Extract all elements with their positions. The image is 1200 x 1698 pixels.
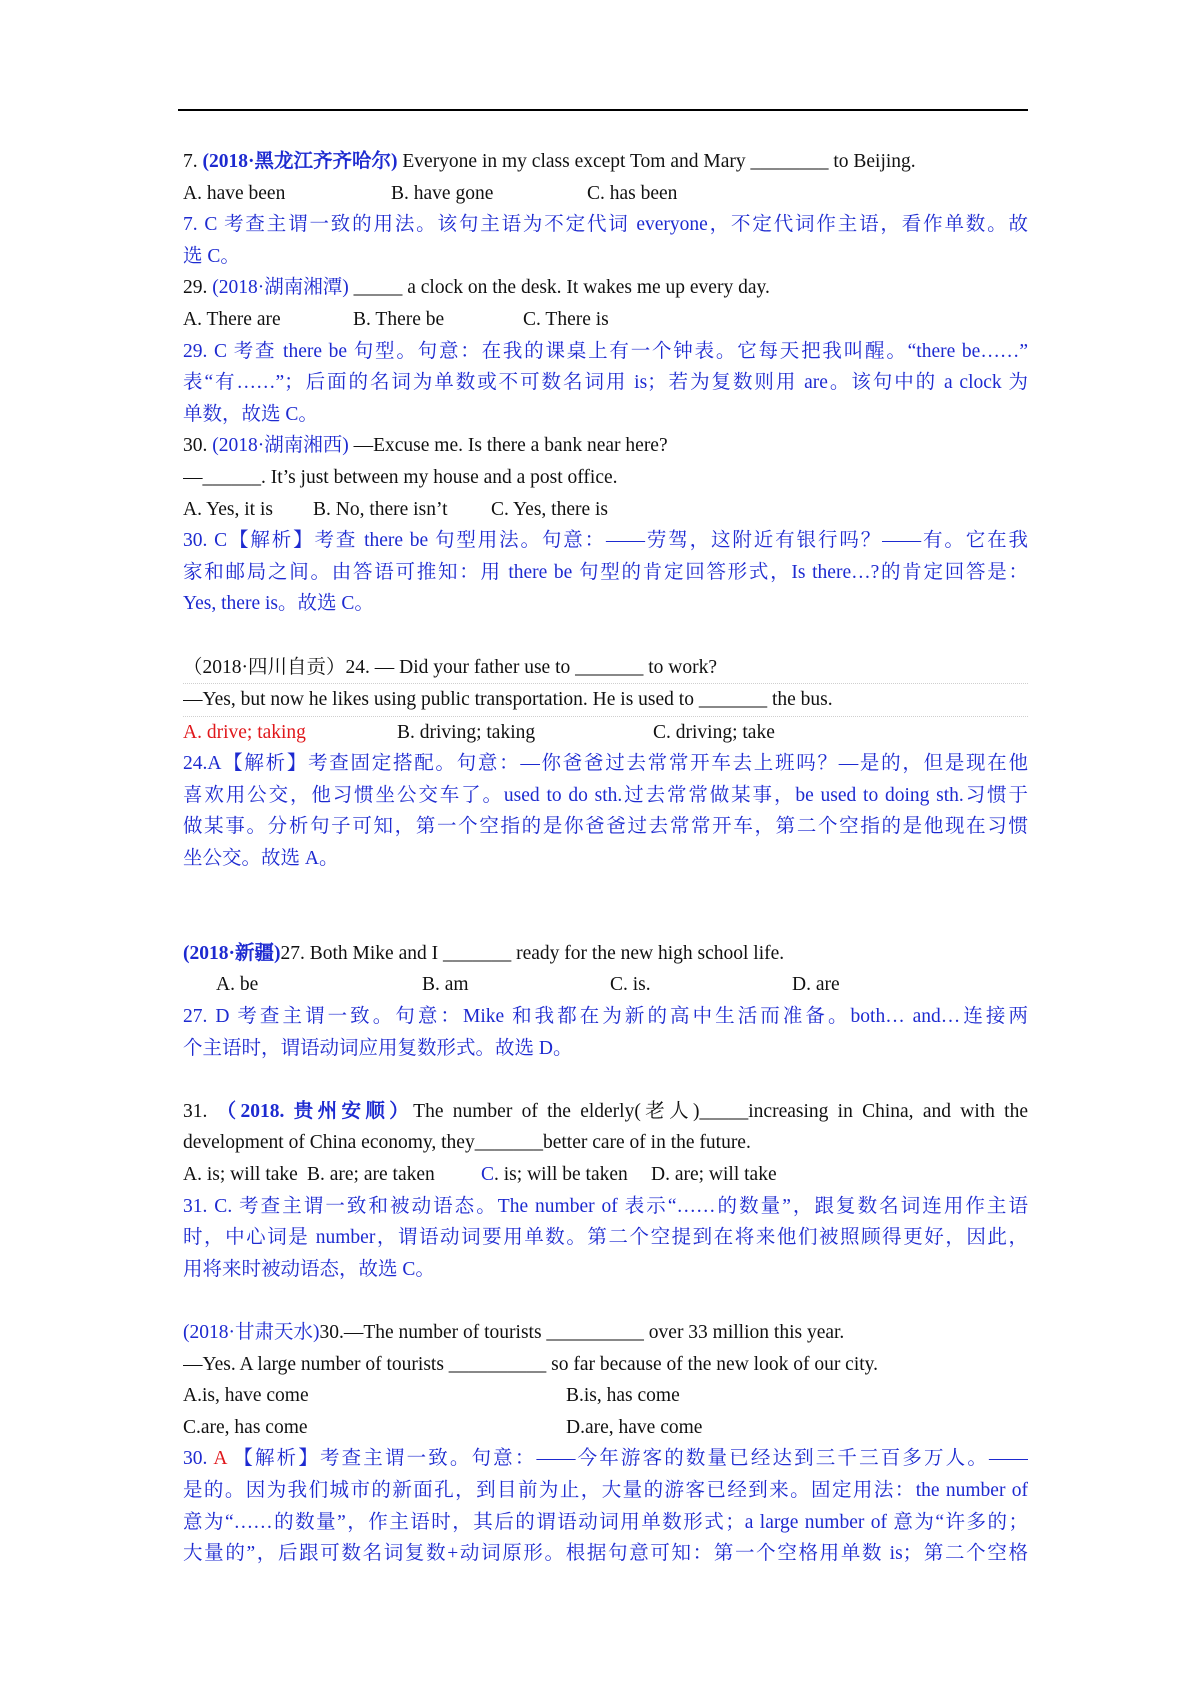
q30b-answer-line-4: 大量的”，后跟可数名词复数+动词原形。根据句意可知：第一个空格用单数 is；第二个空格 [183, 1543, 1028, 1565]
q24-option-a: A. drive; taking [183, 721, 306, 743]
spacer [183, 1064, 1028, 1096]
header-rule [178, 109, 1028, 111]
document-body [183, 146, 1028, 1570]
spacer [183, 906, 1028, 938]
q30a-line-2: —______. It’s just between my house and a post office. [183, 466, 618, 488]
q7-options [183, 178, 1028, 210]
q31-text: The number of the elderly(老人)_____increasing in China, and with the [413, 1100, 1028, 1122]
q29-answer-line-2: 表“有……”；后面的名词为单数或不可数名词用 is；若为复数则用 are。该句中的 a clock 为 [183, 372, 1028, 394]
q29-text: _____ a clock on the desk. It wakes me up every day. [348, 277, 770, 299]
q24-option-b: B. driving; taking [397, 721, 536, 743]
q27-stem [183, 938, 1028, 970]
q31-number: 31. [183, 1100, 217, 1122]
q30b-answer-line-3: 意为“……的数量”，作主语时，其后的谓语动词用单数形式；a large number of 意为“许多的； [183, 1511, 1028, 1533]
q29-answer-line-1: 29. C 考查 there be 句型。句意：在我的课桌上有一个钟表。它每天把我叫醒。“there be……” [183, 340, 1028, 362]
q24-text: 24. — Did your father use to _______ to work? [345, 656, 718, 678]
q30a-answer-line-2: 家和邮局之间。由答语可推知：用 there be 句型的肯定回答形式，Is there…?的肯定回答是： [183, 561, 1028, 583]
q7-answer-line-1: 7. C 考查主谓一致的用法。该句主语为不定代词 everyone，不定代词作主语，看作单数。故 [183, 214, 1028, 236]
q29-answer-line-3: 单数，故选 C。 [183, 403, 318, 425]
q29-stem [183, 272, 1028, 304]
q27-text: 27. Both Mike and I _______ ready for the new high school life. [280, 942, 785, 964]
q31-answer-line-3: 用将来时被动语态，故选 C。 [183, 1258, 435, 1280]
q24-answer-line-3: 做某事。分析句子可知，第一个空指的是你爸爸过去常常开车，第二个空指的是他现在习惯 [183, 816, 1028, 838]
q7-text: Everyone in my class except Tom and Mary ________ to Beijing. [397, 151, 916, 172]
q7-option-a: A. have been [183, 182, 286, 204]
spacer [183, 1285, 1028, 1317]
q24-options [183, 717, 1028, 749]
q31-line-2: development of China economy, they_______better care of in the future. [183, 1132, 751, 1154]
q30a-answer-line-3: Yes, there is。故选 C。 [183, 593, 374, 615]
q30a-option-c: C. Yes, there is [491, 498, 609, 520]
q30a-text: —Excuse me. Is there a bank near here? [348, 435, 668, 457]
q30b-answer-number: 30. [183, 1448, 214, 1470]
q29-option-a: A. There are [183, 308, 281, 330]
q24-answer-line-2: 喜欢用公交，他习惯坐公交车了。used to do sth.过去常常做某事，be used to doing sth.习惯于 [183, 784, 1028, 806]
q31-answer-line-1: 31. C. 考查主谓一致和被动语态。The number of 表示“……的数量”，跟复数名词连用作主语 [183, 1195, 1028, 1217]
q31-source: （2018. 贵州安顺） [216, 1100, 414, 1122]
q30b-answer-line-1 [183, 1443, 1028, 1475]
q30b-option-d: D.are, have come [566, 1416, 703, 1438]
q30a-number: 30. [183, 435, 213, 457]
spacer [183, 875, 1028, 907]
q30b-answer-text: 【解析】考查主谓一致。句意：——今年游客的数量已经达到三千三百多万人。—— [233, 1448, 1028, 1470]
q7-option-c: C. has been [587, 182, 678, 204]
q31-stem [183, 1096, 1028, 1128]
q30b-options-row-1 [183, 1380, 1028, 1412]
q29-option-b: B. There be [353, 308, 445, 330]
q30a-stem [183, 430, 1028, 462]
q24-answer-line-1: 24.A【解析】考查固定搭配。句意：—你爸爸过去常常开车去上班吗？—是的，但是现在他 [183, 753, 1028, 775]
q31-option-c [481, 1159, 651, 1191]
q27-option-c: C. is. [610, 974, 651, 996]
q24-option-c: C. driving; take [653, 721, 775, 743]
q31-answer-line-2: 时，中心词是 number，谓语动词要用单数。第二个空提到在将来他们被照顾得更好，因此， [183, 1227, 1028, 1249]
q30b-answer-line-2: 是的。因为我们城市的新面孔，到目前为止，大量的游客已经到来。固定用法：the number of [183, 1479, 1028, 1501]
q30b-text: 30.—The number of tourists __________ over 33 million this year. [319, 1321, 845, 1343]
q31-options [183, 1159, 1028, 1191]
q31-option-c-letter: C [481, 1164, 495, 1185]
q31-option-d: D. are; will take [651, 1164, 777, 1185]
q29-number: 29. [183, 277, 213, 299]
q27-answer-line-1: 27. D 考查主谓一致。句意：Mike 和我都在为新的高中生活而准备。both… and…连接两 [183, 1006, 1028, 1028]
q30a-option-b: B. No, there isn’t [313, 498, 448, 520]
spacer [183, 620, 1028, 652]
q7-stem [183, 146, 1028, 178]
q29-option-c: C. There is [523, 308, 609, 330]
q24-answer-line-4: 坐公交。故选 A。 [183, 848, 339, 870]
q27-option-d: D. are [792, 974, 840, 996]
q30b-source: (2018·甘肃天水) [183, 1321, 320, 1343]
q30a-options [183, 494, 1028, 526]
q30b-answer-letter: A [213, 1448, 234, 1470]
q30a-option-a: A. Yes, it is [183, 498, 273, 520]
q31-option-a: A. is; will take [183, 1164, 298, 1185]
q7-source: (2018·黑龙江齐齐哈尔) [202, 151, 398, 172]
q31-option-c-text: . is; will be taken [494, 1164, 628, 1185]
q24-line-2: —Yes, but now he likes using public transportation. He is used to _______ the bus. [183, 684, 1028, 717]
q30b-option-b: B.is, has come [566, 1385, 680, 1407]
q29-options [183, 304, 1028, 336]
q7-number: 7. [183, 151, 203, 172]
q7-option-b: B. have gone [391, 182, 494, 204]
q30a-answer-line-1: 30. C【解析】考查 there be 句型用法。句意：——劳驾，这附近有银行吗？——有。它在我 [183, 530, 1028, 552]
q7-answer-line-2: 选 C。 [183, 245, 240, 267]
q30b-options-row-2 [183, 1412, 1028, 1444]
q27-option-b: B. am [422, 974, 469, 996]
q24-stem [183, 652, 1028, 685]
q27-options [183, 969, 1028, 1001]
q30a-source: (2018·湖南湘西) [212, 435, 349, 457]
q31-option-b: B. are; are taken [307, 1164, 435, 1185]
q30b-option-c: C.are, has come [183, 1416, 308, 1438]
q27-source: (2018·新疆) [183, 942, 281, 964]
q24-source: （2018·四川自贡） [183, 656, 346, 678]
q30b-stem [183, 1317, 1028, 1349]
q27-option-a: A. be [216, 974, 259, 996]
q30b-line-2: —Yes. A large number of tourists __________ so far because of the new look of our city. [183, 1353, 879, 1375]
q29-source: (2018·湖南湘潭) [212, 277, 349, 299]
q30b-option-a: A.is, have come [183, 1385, 309, 1407]
q27-answer-line-2: 个主语时，谓语动词应用复数形式。故选 D。 [183, 1037, 573, 1059]
